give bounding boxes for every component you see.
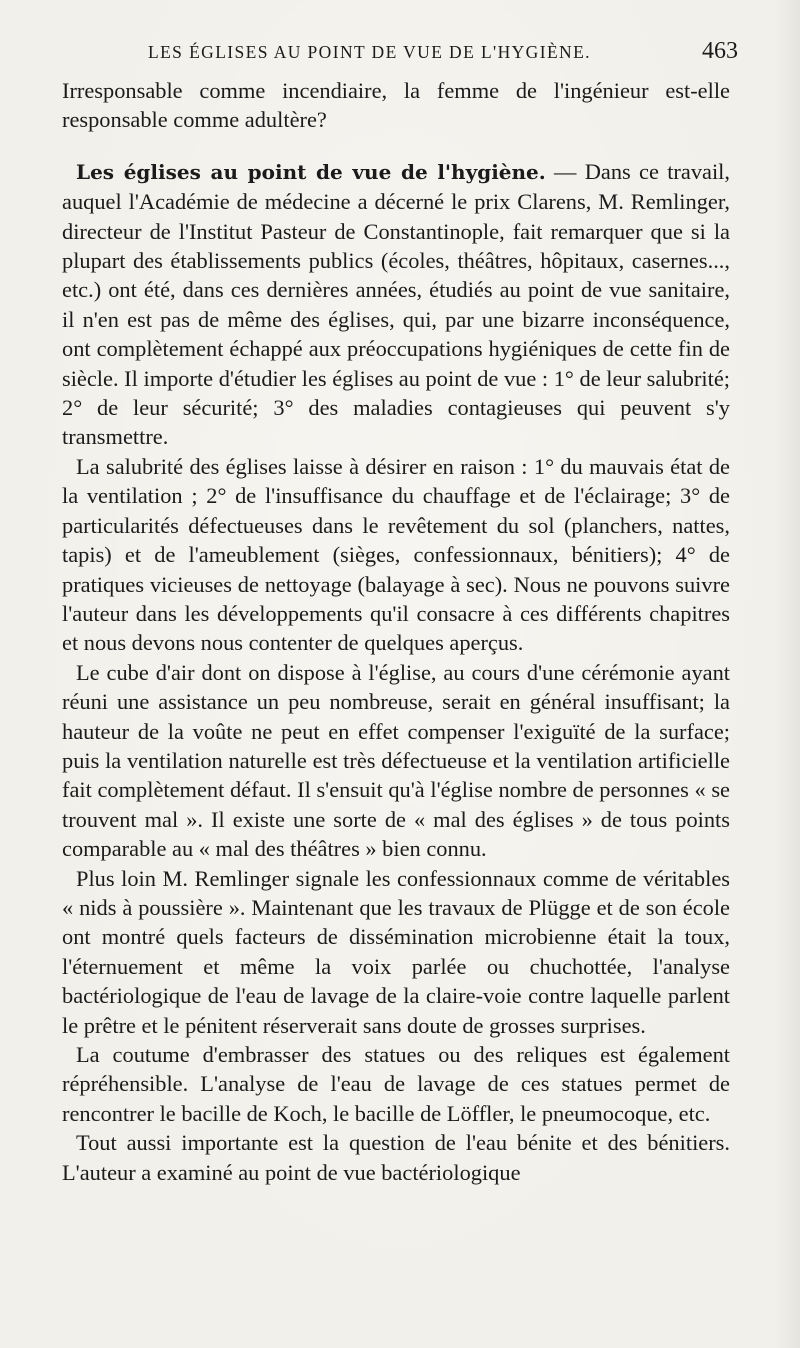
paragraph-section-start [62,157,730,452]
paragraph-statues: La coutume d'embrasser des statues ou des reliques est également répréhensible. L'analyse de l'eau de lavage de ces statues permet de rencontrer le bacille de Koch, le bacille de Löffler, le pneumocoque, etc. [62,1042,730,1126]
paragraph-cube-air: Le cube d'air dont on dispose à l'église, au cours d'une cérémonie ayant réuni une assistance un peu nombreuse, serait en général insuffisant; la hauteur de la voûte ne peut en effet compenser l'exiguïté de la surface; puis la ventilation naturelle est très défectueuse et la ventilation artificielle fait complètement défaut. Il s'ensuit qu'à l'église nombre de personnes « se trouvent mal ». Il existe une sorte de « mal des églises » de tous points comparable au « mal des théâtres » bien connu. [62,659,730,862]
section-paragraph-text: — Dans ce travail, auquel l'Académie de médecine a décerné le prix Clarens, M. Remlinger, directeur de l'Institut Pasteur de Constantinople, fait remarquer que si la plupart des établissements publics (écoles, théâtres, hôpitaux, casernes..., etc.) ont été, dans ces dernières années, étudiés au point de vue sanitaire, il n'en est pas de même des églises, qui, par une bizarre inconséquence, ont complètement échappé aux préoccupations hygiéniques de cette fin de siècle. Il importe d'étudier les églises au point de vue : 1° de leur salubrité; 2° de leur sécurité; 3° des maladies contagieuses qui peuvent s'y transmettre. [62,158,731,450]
paragraph-confessionnaux: Plus loin M. Remlinger signale les confessionnaux comme de véritables « nids à poussière ». Maintenant que les travaux de Plügge et de son école ont montré quels facteurs de dissémination microbienne était la toux, l'éternuement et même la voix parlée ou chuchottée, l'analyse bactériologique de l'eau de lavage de la claire-voie contre laquelle parlent le prêtre et le pénitent réserverait sans doute de grosses surprises. [62,865,730,1038]
body-text [62,76,730,1187]
paragraph-salubrite: La salubrité des églises laisse à désirer en raison : 1° du mauvais état de la ventilation ; 2° de l'insuffisance du chauffage et de l'éclairage; 3° de particularités défectueuses dans le revêtement du sol (planchers, nattes, tapis) et de l'ameublement (sièges, confessionnaux, bénitiers); 4° de pratiques vicieuses de nettoyage (balayage à sec). Nous ne pouvons suivre l'auteur dans les développements qu'il consacre à ces différents chapitres et nous devons nous contenter de quelques aperçus. [62,453,730,656]
running-head [148,36,738,68]
page-number: 463 [702,38,738,64]
paragraph-eau-benite: Tout aussi importante est la question de l'eau bénite et des bénitiers. L'auteur a examiné au point de vue bactériologique [62,1130,730,1185]
section-heading: Les églises au point de vue de l'hygiène. [76,159,546,184]
running-title: LES ÉGLISES AU POINT DE VUE DE L'HYGIÈNE. [148,42,591,62]
paragraph-continued: Irresponsable comme incendiaire, la femme de l'ingénieur est-elle responsable comme adultère? [62,78,730,133]
page-edge-shadow [774,0,800,1348]
